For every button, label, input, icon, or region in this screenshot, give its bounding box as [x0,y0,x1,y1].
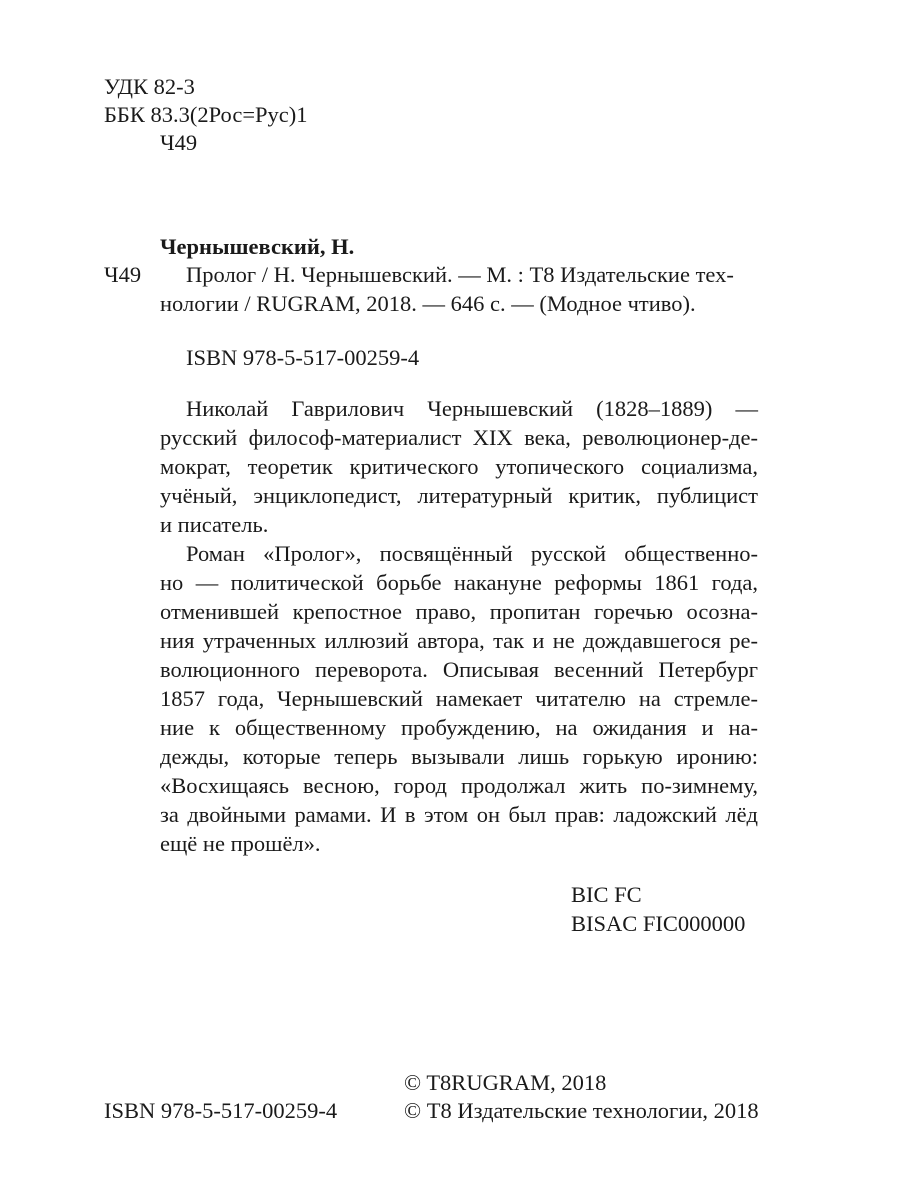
copyright-t8: © Т8 Издательские технологии, 2018 [404,1098,759,1123]
annotation-line: волюционного переворота. Описывая весенний Петербург [160,657,758,682]
record-description-line-1 [186,260,734,289]
bic-code: BIC FC [571,882,642,907]
record-description-line-2 [160,289,696,318]
author-heading: Чернышевский, Н. [160,234,355,259]
copyright-rugram: © T8RUGRAM, 2018 [404,1070,607,1095]
annotation-line: отменившей крепостное право, пропитан горечью осозна- [160,599,758,624]
annotation-line: Роман «Пролог», посвящённый русской общественно- [186,541,758,566]
annotation-line: и писатель. [160,512,269,537]
author-mark-top: Ч49 [160,130,198,155]
description-line: нологии / RUGRAM, 2018. — 646 с. — (Модное чтиво). [160,291,696,316]
annotation-line: 1857 года, Чернышевский намекает читателю на стремле- [160,686,758,711]
annotation-line: учёный, энциклопедист, литературный критик, публицист [160,483,758,508]
annotation-line: за двойными рамами. И в этом он был прав: ладожский лёд [160,802,758,827]
annotation-paragraph-2 [160,539,758,858]
annotation-line: ния утраченных иллюзий автора, так и не дождавшегося ре- [160,628,758,653]
bisac-code: BISAC FIC000000 [571,911,746,936]
annotation-line: «Восхищаясь весною, город продолжал жить по-зимнему, [160,773,758,798]
annotation-line: ещё не прошёл». [160,831,321,856]
annotation-line: ние к общественному пробуждению, на ожидания и на- [160,715,758,740]
annotation-line: русский философ-материалист XIX века, революционер-де- [160,425,758,450]
annotation-line: Николай Гаврилович Чернышевский (1828–1889) — [186,396,758,421]
description-line: Пролог / Н. Чернышевский. — М. : Т8 Издательские тех- [186,262,734,287]
annotation-line: мократ, теоретик критического утопического социализма, [160,454,758,479]
udk-code: УДК 82-3 [104,74,195,99]
record-isbn: ISBN 978-5-517-00259-4 [186,345,420,370]
annotation-line: дежды, которые теперь вызывали лишь горькую иронию: [160,744,758,769]
author-mark-record: Ч49 [104,262,142,287]
footer-isbn: ISBN 978-5-517-00259-4 [104,1098,338,1123]
bbk-code: ББК 83.3(2Рос=Рус)1 [104,102,308,127]
annotation-paragraph-1 [160,394,758,539]
annotation-line: но — политической борьбе накануне реформы 1861 года, [160,570,758,595]
